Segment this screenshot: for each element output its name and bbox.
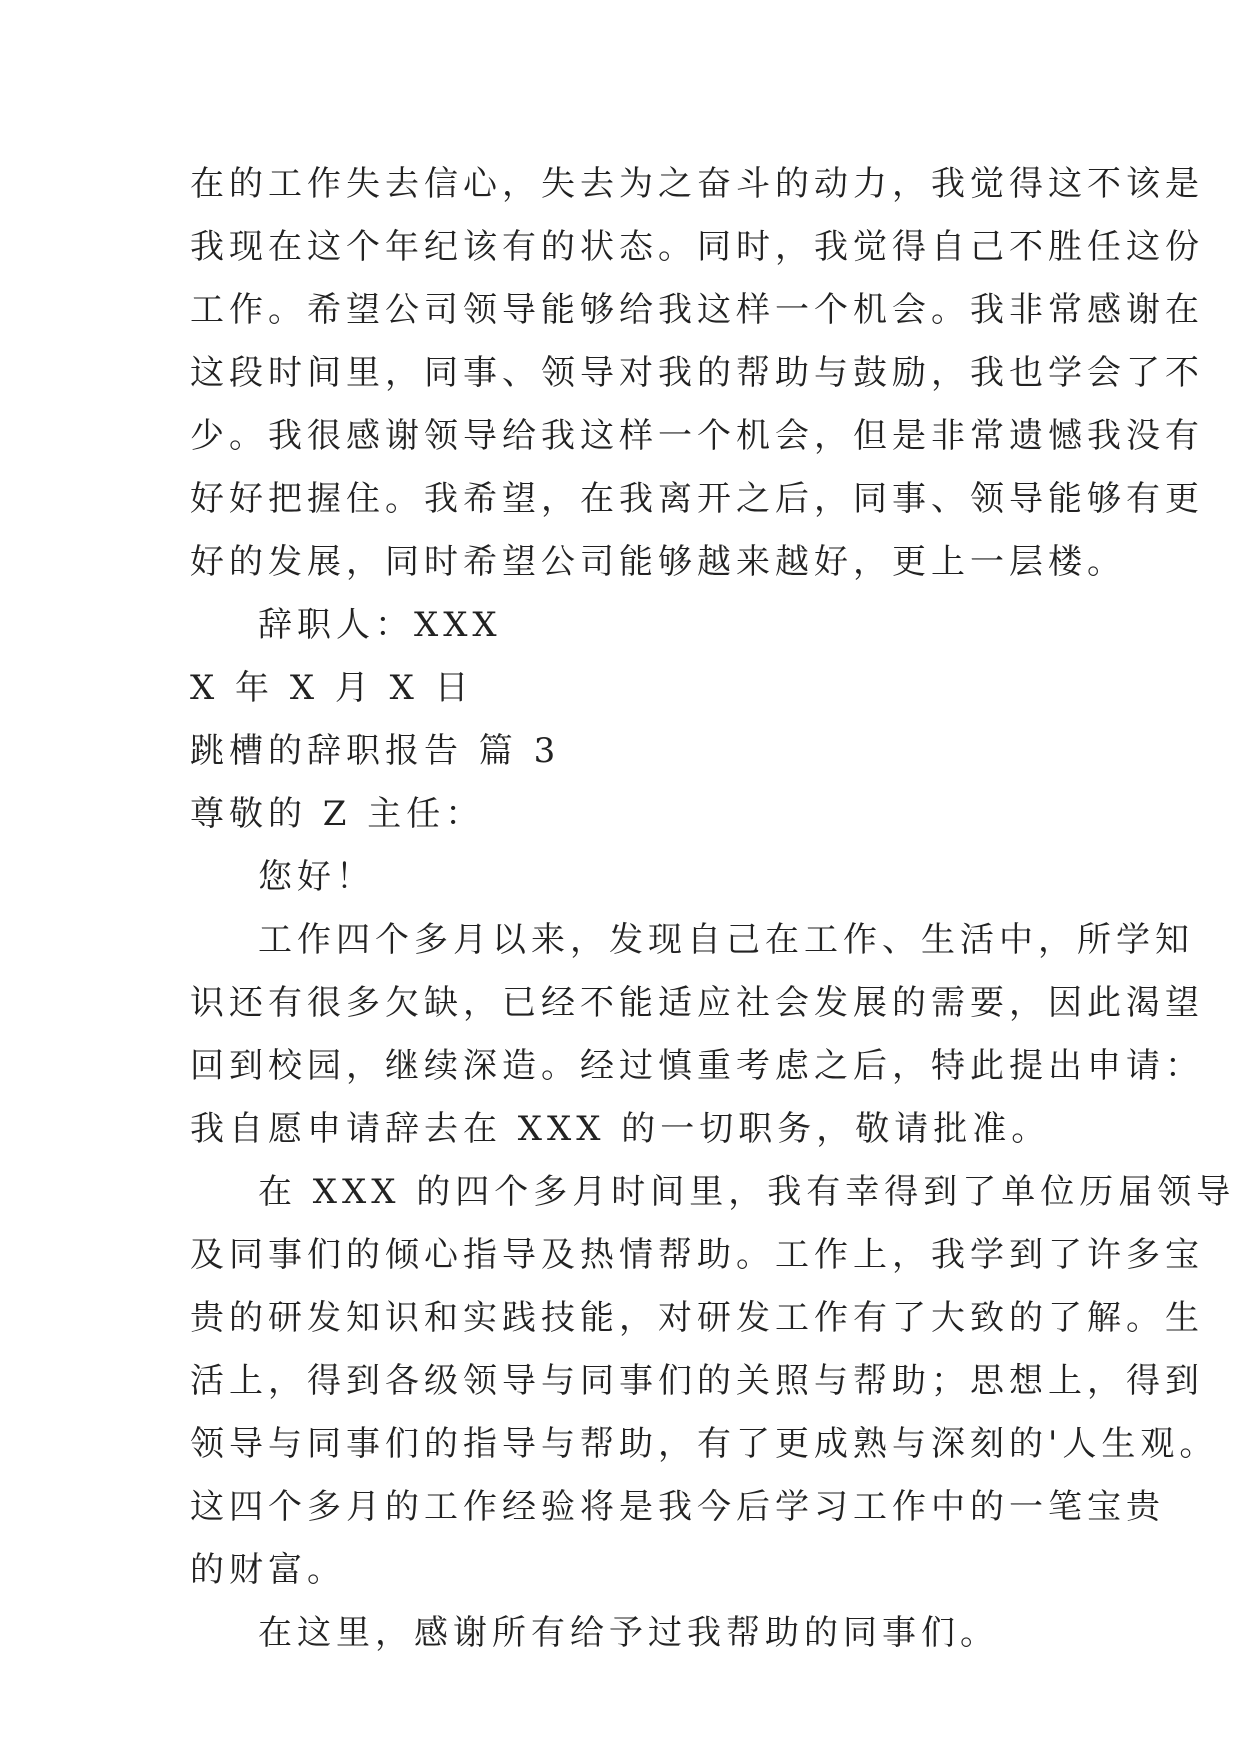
paragraph-line: 的财富。 xyxy=(190,1550,346,1590)
paragraph-line: 回到校园，继续深造。经过慎重考虑之后，特此提出申请： xyxy=(190,1046,1204,1086)
section-title: 跳槽的辞职报告 篇 3 xyxy=(190,731,561,771)
paragraph-line: 好的发展，同时希望公司能够越来越好，更上一层楼。 xyxy=(190,542,1126,582)
paragraph-line: 工作。希望公司领导能够给我这样一个机会。我非常感谢在 xyxy=(190,290,1204,330)
greeting: 您好！ xyxy=(258,857,375,897)
paragraph-line: 在这里，感谢所有给予过我帮助的同事们。 xyxy=(258,1613,999,1653)
document-body xyxy=(190,153,1236,1665)
paragraph-line: 这四个多月的工作经验将是我今后学习工作中的一笔宝贵 xyxy=(190,1487,1165,1527)
date-line: X 年 X 月 X 日 xyxy=(190,668,474,708)
paragraph-line: 工作四个多月以来，发现自己在工作、生活中，所学知 xyxy=(258,920,1194,960)
paragraph-line: 领导与同事们的指导与帮助，有了更成熟与深刻的'人生观。 xyxy=(190,1424,1219,1464)
salutation: 尊敬的 Z 主任： xyxy=(190,794,485,834)
paragraph-line: 我自愿申请辞去在 XXX 的一切职务，敬请批准。 xyxy=(190,1109,1051,1149)
paragraph-line: 少。我很感谢领导给我这样一个机会，但是非常遗憾我没有 xyxy=(190,416,1204,456)
paragraph-line: 贵的研发知识和实践技能，对研发工作有了大致的了解。生 xyxy=(190,1298,1204,1338)
paragraph-line: 识还有很多欠缺，已经不能适应社会发展的需要，因此渴望 xyxy=(190,983,1204,1023)
paragraph-line: 在 XXX 的四个多月时间里，我有幸得到了单位历届领导 xyxy=(258,1172,1236,1212)
paragraph-line: 我现在这个年纪该有的状态。同时，我觉得自己不胜任这份 xyxy=(190,227,1204,267)
paragraph-line: 这段时间里，同事、领导对我的帮助与鼓励，我也学会了不 xyxy=(190,353,1204,393)
paragraph-line: 好好把握住。我希望，在我离开之后，同事、领导能够有更 xyxy=(190,479,1204,519)
paragraph-line: 及同事们的倾心指导及热情帮助。工作上，我学到了许多宝 xyxy=(190,1235,1204,1275)
paragraph-line: 活上，得到各级领导与同事们的关照与帮助；思想上，得到 xyxy=(190,1361,1204,1401)
signature-line: 辞职人：XXX xyxy=(258,605,502,645)
paragraph-line: 在的工作失去信心，失去为之奋斗的动力，我觉得这不该是 xyxy=(190,164,1204,204)
